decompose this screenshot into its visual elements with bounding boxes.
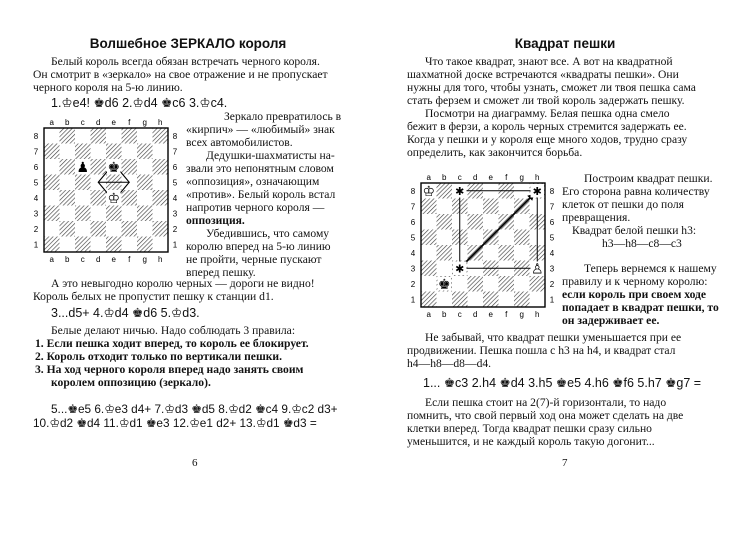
rank-label: 5 xyxy=(33,178,39,188)
dark-square xyxy=(483,199,499,215)
file-label: c xyxy=(457,310,462,319)
light-square xyxy=(137,190,153,206)
file-label: b xyxy=(442,310,447,319)
dark-square xyxy=(44,175,60,191)
dark-square xyxy=(122,190,138,206)
rule-item: 2. Король отходит только по вертикали пешки. xyxy=(35,350,282,363)
page-number: 7 xyxy=(562,457,568,469)
dark-square xyxy=(122,159,138,175)
rank-label: 3 xyxy=(33,209,39,219)
light-square xyxy=(122,237,138,253)
file-label: b xyxy=(65,255,70,264)
chess-piece: ♔ xyxy=(422,182,436,199)
light-square xyxy=(44,128,60,144)
left-page xyxy=(0,0,376,540)
dark-square xyxy=(60,128,76,144)
light-square xyxy=(122,206,138,222)
light-square xyxy=(60,175,76,191)
dark-square xyxy=(122,128,138,144)
dark-square xyxy=(437,183,453,199)
dark-square xyxy=(421,230,437,246)
light-square xyxy=(44,190,60,206)
dark-square xyxy=(530,276,546,292)
dark-square xyxy=(437,214,453,230)
dark-square xyxy=(44,144,60,160)
dark-square xyxy=(106,237,122,253)
file-label: h xyxy=(535,173,540,182)
light-square xyxy=(421,276,437,292)
rank-label: 8 xyxy=(172,131,178,141)
side-paragraph-2: Теперь вернемся к нашему правилу и к черному королю: если король при своем ходе попадает в квадрат пешки, то он задерживает ее. xyxy=(562,262,719,327)
light-square xyxy=(468,199,484,215)
rank-label: 5 xyxy=(549,233,555,243)
light-square xyxy=(60,206,76,222)
rank-label: 4 xyxy=(172,193,178,203)
rank-label: 3 xyxy=(410,264,416,274)
file-label: h xyxy=(158,255,163,264)
file-label: d xyxy=(473,173,478,182)
intro-paragraph: Белый король всегда обязан встречать черного короля. Он смотрит в «зеркало» на свое отражение и не пропускает черного короля на 5-ю линию. xyxy=(33,55,328,94)
dark-square xyxy=(60,159,76,175)
file-label: d xyxy=(96,255,101,264)
light-square xyxy=(122,144,138,160)
file-label: f xyxy=(128,118,131,127)
side-paragraph: Построим квадрат пешки. Его сторона равна количеству клеток от пешки до поля превращения. Квадрат белой пешки h3: h3—h8—c8—c3 xyxy=(562,172,713,250)
rank-label: 7 xyxy=(172,147,178,157)
dark-square xyxy=(91,128,107,144)
light-square xyxy=(483,276,499,292)
paragraph-2: Не забывай, что квадрат пешки уменьшается при ее продвижении. Пешка пошла с h3 на h4, и квадрат стал h4—h8—d8—d4. xyxy=(407,331,682,370)
rank-label: 2 xyxy=(33,224,39,234)
dark-square xyxy=(60,221,76,237)
light-square xyxy=(530,292,546,308)
dark-square xyxy=(44,206,60,222)
file-label: e xyxy=(111,255,116,264)
rank-label: 1 xyxy=(410,295,416,305)
dark-square xyxy=(514,292,530,308)
dark-square xyxy=(468,214,484,230)
rank-label: 7 xyxy=(33,147,39,157)
rank-label: 4 xyxy=(549,248,555,258)
dark-square xyxy=(106,144,122,160)
light-square xyxy=(483,245,499,261)
file-label: g xyxy=(519,310,524,319)
rank-label: 8 xyxy=(410,186,416,196)
dark-square xyxy=(106,206,122,222)
light-square xyxy=(437,292,453,308)
light-square xyxy=(421,245,437,261)
dark-square xyxy=(421,199,437,215)
light-square xyxy=(137,128,153,144)
rank-label: 5 xyxy=(410,233,416,243)
rank-label: 4 xyxy=(33,193,39,203)
file-label: e xyxy=(111,118,116,127)
move-line: 1... ♚c3 2.h4 ♚d4 3.h5 ♚e5 4.h6 ♚f6 5.h7 ♚g7 = xyxy=(423,376,702,390)
rule-item: 1. Если пешка ходит вперед, то король ее блокирует. xyxy=(35,337,309,350)
light-square xyxy=(44,221,60,237)
dark-square xyxy=(499,245,515,261)
paragraph-2: А это невыгодно королю черных — дороги не видно! Король белых не пропустит пешку к станции d1. xyxy=(33,277,315,303)
dark-square xyxy=(137,175,153,191)
light-square xyxy=(137,159,153,175)
page-number: 6 xyxy=(192,457,198,469)
move-line: 5...♚e5 6.♔e3 d4+ 7.♔d3 ♚d5 8.♔d2 ♚c4 9.♔c2 d3+ xyxy=(51,402,338,416)
dark-square xyxy=(421,261,437,277)
dark-square xyxy=(153,190,169,206)
chess-piece: ♙ xyxy=(530,260,544,277)
rank-label: 7 xyxy=(549,202,555,212)
rank-label: 2 xyxy=(410,279,416,289)
light-square xyxy=(514,245,530,261)
rules-list xyxy=(35,337,309,389)
dark-square xyxy=(137,144,153,160)
light-square xyxy=(499,292,515,308)
file-label: b xyxy=(442,173,447,182)
dark-square xyxy=(499,276,515,292)
light-square xyxy=(468,230,484,246)
dark-square xyxy=(91,190,107,206)
chess-diagram-opposition xyxy=(30,115,180,267)
light-square xyxy=(106,221,122,237)
dark-square xyxy=(75,237,91,253)
draw-rule-intro: Белые делают ничью. Надо соблюдать 3 правила: xyxy=(51,324,296,337)
dark-square xyxy=(137,237,153,253)
square-corner-marker: ✱ xyxy=(532,185,542,198)
rank-label: 6 xyxy=(410,217,416,227)
dark-square xyxy=(153,221,169,237)
file-label: a xyxy=(49,255,54,264)
rank-label: 8 xyxy=(33,131,39,141)
light-square xyxy=(44,159,60,175)
rule-item: королем оппозицию (зеркало). xyxy=(51,376,211,389)
rank-label: 6 xyxy=(549,217,555,227)
rank-label: 6 xyxy=(33,162,39,172)
file-label: f xyxy=(505,310,508,319)
light-square xyxy=(91,237,107,253)
dark-square xyxy=(153,128,169,144)
file-label: g xyxy=(142,118,147,127)
dark-square xyxy=(44,237,60,253)
light-square xyxy=(421,214,437,230)
dark-square xyxy=(514,230,530,246)
file-label: a xyxy=(426,310,431,319)
dark-square xyxy=(60,190,76,206)
move-line: 3...d5+ 4.♔d4 ♚d6 5.♔d3. xyxy=(51,306,200,320)
light-square xyxy=(75,190,91,206)
page-title: Волшебное ЗЕРКАЛО короля xyxy=(89,36,287,51)
file-label: g xyxy=(142,255,147,264)
paragraph-3: Если пешка стоит на 2(7)-й горизонтали, то надо помнить, что свой первый ход она может сделать на две клетки вперед. Тогда квадрат пешки сразу сильно уменьшится, и не каждый король такую догонит... xyxy=(407,396,684,448)
move-line: 1.♔e4! ♚d6 2.♔d4 ♚c6 3.♔c4. xyxy=(51,96,228,110)
rank-label: 8 xyxy=(549,186,555,196)
light-square xyxy=(514,276,530,292)
light-square xyxy=(468,292,484,308)
file-label: c xyxy=(80,118,85,127)
file-label: f xyxy=(505,173,508,182)
light-square xyxy=(483,214,499,230)
square-corner-marker: ✱ xyxy=(455,263,465,276)
light-square xyxy=(75,128,91,144)
dark-square xyxy=(91,221,107,237)
rank-label: 7 xyxy=(410,202,416,212)
rank-label: 1 xyxy=(549,295,555,305)
dark-square xyxy=(91,159,107,175)
file-label: h xyxy=(535,310,540,319)
dark-square xyxy=(75,206,91,222)
dark-square xyxy=(452,292,468,308)
file-label: b xyxy=(65,118,70,127)
chess-piece: ♚ xyxy=(107,158,121,175)
light-square xyxy=(91,206,107,222)
move-line: 10.♔d2 ♚d4 11.♔d1 ♚e3 12.♔e1 d2+ 13.♔d1 ♚d3 = xyxy=(33,416,317,430)
light-square xyxy=(437,261,453,277)
rank-label: 5 xyxy=(172,178,178,188)
intro-paragraph: Что такое квадрат, знают все. А вот на квадратной шахматной доске встречаются «квадраты пешки». Они нужны для того, чтобы узнать, сможет ли твоя пешка сама стать ферзем и сможет ли твой король задержать пешку. Посмотри на диаграмму. Белая пешка одна смело бежит в ферзи, а король черных стремится задержать ее. Когда у пешки и у короля еще много ходов, трудно сразу определить, как закончится борьба. xyxy=(407,55,696,159)
rank-label: 4 xyxy=(410,248,416,258)
chess-diagram-pawn-square xyxy=(407,170,557,320)
file-label: c xyxy=(457,173,462,182)
light-square xyxy=(137,221,153,237)
light-square xyxy=(153,206,169,222)
chess-piece: ♔ xyxy=(107,189,121,206)
chess-piece: ♟ xyxy=(76,158,90,175)
rule-item: 3. На ход черного короля вперед надо занять своим xyxy=(35,363,304,376)
rank-label: 1 xyxy=(33,240,39,250)
light-square xyxy=(499,199,515,215)
rank-label: 6 xyxy=(172,162,178,172)
dark-square xyxy=(122,221,138,237)
rank-label: 2 xyxy=(172,224,178,234)
light-square xyxy=(60,144,76,160)
rank-label: 3 xyxy=(172,209,178,219)
light-square xyxy=(437,199,453,215)
light-square xyxy=(499,230,515,246)
light-square xyxy=(153,237,169,253)
dark-square xyxy=(75,144,91,160)
file-label: h xyxy=(158,118,163,127)
light-square xyxy=(153,144,169,160)
rank-label: 2 xyxy=(549,279,555,289)
file-label: g xyxy=(519,173,524,182)
rank-label: 3 xyxy=(549,264,555,274)
light-square xyxy=(91,144,107,160)
dark-square xyxy=(468,276,484,292)
dark-square xyxy=(153,159,169,175)
file-label: d xyxy=(473,310,478,319)
side-paragraph: Зеркало превратилось в «кирпич» — «любимый» знак всех автомобилистов. Дедушки-шахматисты на- звали это непонятным словом «оппозиция», означающим «против». Белый король встал напротив черного короля — оппозиция. Убедившись, что самому королю вперед на 5-ю линию не пройти, черные пускают вперед пешку. xyxy=(186,110,342,279)
file-label: a xyxy=(426,173,431,182)
dark-square xyxy=(137,206,153,222)
file-label: e xyxy=(488,310,493,319)
square-corner-marker: ✱ xyxy=(455,185,465,198)
page-title: Квадрат пешки xyxy=(514,36,616,51)
file-label: d xyxy=(96,118,101,127)
file-label: a xyxy=(49,118,54,127)
light-square xyxy=(153,175,169,191)
light-square xyxy=(75,221,91,237)
light-square xyxy=(437,230,453,246)
dark-square xyxy=(437,245,453,261)
dark-square xyxy=(483,292,499,308)
light-square xyxy=(514,214,530,230)
right-page xyxy=(377,0,753,540)
dark-square xyxy=(75,175,91,191)
file-label: c xyxy=(80,255,85,264)
light-square xyxy=(60,237,76,253)
rank-label: 1 xyxy=(172,240,178,250)
file-label: f xyxy=(128,255,131,264)
dark-square xyxy=(421,292,437,308)
light-square xyxy=(106,128,122,144)
file-label: e xyxy=(488,173,493,182)
light-square xyxy=(452,276,468,292)
chess-piece: ♚ xyxy=(437,275,451,292)
